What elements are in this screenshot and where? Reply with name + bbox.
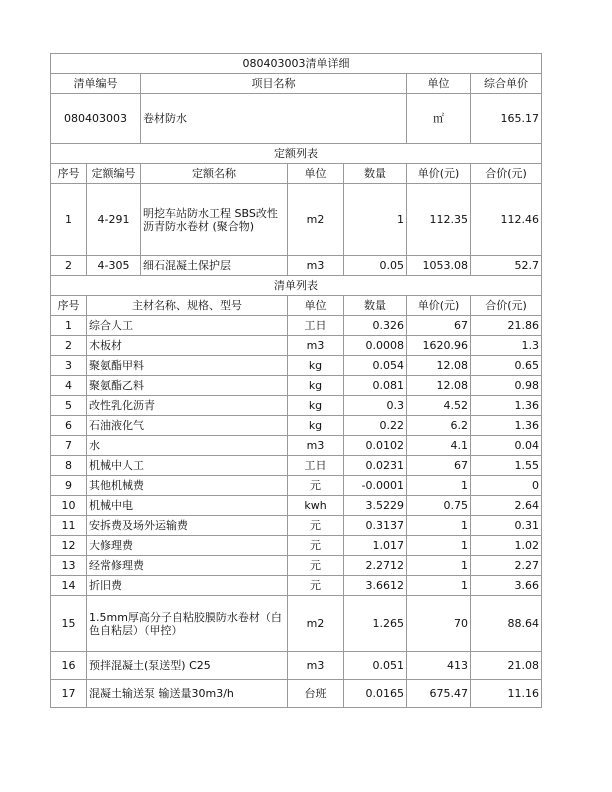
bill-code: 080403003 <box>51 94 141 144</box>
material-unit-price: 70 <box>407 596 471 652</box>
material-total: 1.36 <box>471 416 542 436</box>
material-no: 17 <box>51 680 87 708</box>
material-no: 9 <box>51 476 87 496</box>
material-row <box>51 536 542 556</box>
material-name: 聚氨酯甲料 <box>87 356 288 376</box>
bill-composite-price: 165.17 <box>471 94 542 144</box>
material-total: 21.86 <box>471 316 542 336</box>
materials-header-total: 合价(元) <box>471 296 542 316</box>
quota-row <box>51 256 542 276</box>
material-no: 1 <box>51 316 87 336</box>
material-name: 其他机械费 <box>87 476 288 496</box>
material-total: 0 <box>471 476 542 496</box>
material-total: 1.3 <box>471 336 542 356</box>
material-unit: kg <box>288 376 344 396</box>
material-name: 经常修理费 <box>87 556 288 576</box>
bill-detail-table <box>50 53 542 708</box>
material-unit: m3 <box>288 336 344 356</box>
material-unit: 工日 <box>288 456 344 476</box>
material-unit: 台班 <box>288 680 344 708</box>
material-total: 3.66 <box>471 576 542 596</box>
material-row <box>51 516 542 536</box>
materials-header-qty: 数量 <box>344 296 407 316</box>
quota-header-no: 序号 <box>51 164 87 184</box>
material-no: 11 <box>51 516 87 536</box>
quota-header-qty: 数量 <box>344 164 407 184</box>
material-no: 2 <box>51 336 87 356</box>
material-name: 木板材 <box>87 336 288 356</box>
material-unit: 元 <box>288 476 344 496</box>
material-unit: m2 <box>288 596 344 652</box>
material-row <box>51 680 542 708</box>
material-unit: m3 <box>288 436 344 456</box>
material-row <box>51 596 542 652</box>
quota-qty: 1 <box>344 184 407 256</box>
material-row <box>51 556 542 576</box>
quota-total: 52.7 <box>471 256 542 276</box>
quota-section-row <box>51 144 542 164</box>
quota-name: 细石混凝土保护层 <box>141 256 288 276</box>
material-no: 5 <box>51 396 87 416</box>
bill-row <box>51 94 542 144</box>
material-unit-price: 12.08 <box>407 356 471 376</box>
material-qty: -0.0001 <box>344 476 407 496</box>
material-name: 1.5mm厚高分子自粘胶膜防水卷材（白色自粘层）（甲控） <box>87 596 288 652</box>
bill-unit: ㎡ <box>407 94 471 144</box>
quota-header-name: 定额名称 <box>141 164 288 184</box>
material-no: 10 <box>51 496 87 516</box>
material-name: 综合人工 <box>87 316 288 336</box>
material-name: 机械中电 <box>87 496 288 516</box>
material-unit-price: 12.08 <box>407 376 471 396</box>
material-unit-price: 0.75 <box>407 496 471 516</box>
materials-header-no: 序号 <box>51 296 87 316</box>
material-total: 2.27 <box>471 556 542 576</box>
material-unit-price: 67 <box>407 456 471 476</box>
materials-header-unit: 单位 <box>288 296 344 316</box>
material-total: 0.31 <box>471 516 542 536</box>
material-qty: 0.0008 <box>344 336 407 356</box>
material-qty: 0.0165 <box>344 680 407 708</box>
material-row <box>51 652 542 680</box>
materials-section-title: 清单列表 <box>51 276 542 296</box>
material-qty: 0.0102 <box>344 436 407 456</box>
material-name: 预拌混凝土(泵送型) C25 <box>87 652 288 680</box>
quota-header-row <box>51 164 542 184</box>
material-name: 改性乳化沥青 <box>87 396 288 416</box>
material-qty: 0.3137 <box>344 516 407 536</box>
material-row <box>51 356 542 376</box>
material-qty: 3.6612 <box>344 576 407 596</box>
material-total: 1.55 <box>471 456 542 476</box>
material-row <box>51 576 542 596</box>
material-no: 6 <box>51 416 87 436</box>
material-no: 12 <box>51 536 87 556</box>
material-unit-price: 67 <box>407 316 471 336</box>
material-row <box>51 476 542 496</box>
material-unit-price: 1620.96 <box>407 336 471 356</box>
material-unit: 元 <box>288 536 344 556</box>
table-body <box>51 54 542 708</box>
header-composite-price: 综合单价 <box>471 74 542 94</box>
quota-row <box>51 184 542 256</box>
material-qty: 0.326 <box>344 316 407 336</box>
material-row <box>51 316 542 336</box>
material-unit-price: 4.1 <box>407 436 471 456</box>
material-total: 88.64 <box>471 596 542 652</box>
material-no: 7 <box>51 436 87 456</box>
material-unit-price: 1 <box>407 516 471 536</box>
quota-no: 2 <box>51 256 87 276</box>
material-name: 机械中人工 <box>87 456 288 476</box>
material-no: 3 <box>51 356 87 376</box>
quota-unit: m3 <box>288 256 344 276</box>
quota-qty: 0.05 <box>344 256 407 276</box>
bill-item-name: 卷材防水 <box>141 94 407 144</box>
material-total: 2.64 <box>471 496 542 516</box>
quota-header-unit: 单位 <box>288 164 344 184</box>
material-name: 石油液化气 <box>87 416 288 436</box>
material-unit-price: 675.47 <box>407 680 471 708</box>
material-qty: 1.017 <box>344 536 407 556</box>
material-unit: kg <box>288 416 344 436</box>
material-unit: 元 <box>288 556 344 576</box>
material-unit-price: 1 <box>407 536 471 556</box>
quota-unit-price: 1053.08 <box>407 256 471 276</box>
material-unit: 工日 <box>288 316 344 336</box>
material-total: 0.65 <box>471 356 542 376</box>
material-qty: 1.265 <box>344 596 407 652</box>
material-qty: 0.051 <box>344 652 407 680</box>
header-unit: 单位 <box>407 74 471 94</box>
material-unit-price: 1 <box>407 556 471 576</box>
quota-header-total: 合价(元) <box>471 164 542 184</box>
quota-code: 4-305 <box>87 256 141 276</box>
material-qty: 0.3 <box>344 396 407 416</box>
material-unit: m3 <box>288 652 344 680</box>
header-bill-code: 清单编号 <box>51 74 141 94</box>
material-total: 1.02 <box>471 536 542 556</box>
material-unit: kwh <box>288 496 344 516</box>
material-total: 0.04 <box>471 436 542 456</box>
materials-header-unit-price: 单价(元) <box>407 296 471 316</box>
quota-no: 1 <box>51 184 87 256</box>
material-qty: 0.054 <box>344 356 407 376</box>
material-no: 15 <box>51 596 87 652</box>
quota-unit-price: 112.35 <box>407 184 471 256</box>
material-name: 水 <box>87 436 288 456</box>
material-qty: 0.081 <box>344 376 407 396</box>
material-no: 13 <box>51 556 87 576</box>
material-total: 1.36 <box>471 396 542 416</box>
material-total: 21.08 <box>471 652 542 680</box>
quota-code: 4-291 <box>87 184 141 256</box>
material-unit: 元 <box>288 576 344 596</box>
material-no: 4 <box>51 376 87 396</box>
bill-header-row <box>51 74 542 94</box>
materials-header-row <box>51 296 542 316</box>
materials-section-row <box>51 276 542 296</box>
material-unit: kg <box>288 396 344 416</box>
quota-unit: m2 <box>288 184 344 256</box>
material-row <box>51 416 542 436</box>
material-unit-price: 1 <box>407 476 471 496</box>
material-no: 8 <box>51 456 87 476</box>
material-row <box>51 436 542 456</box>
material-qty: 0.0231 <box>344 456 407 476</box>
quota-header-code: 定额编号 <box>87 164 141 184</box>
quota-total: 112.46 <box>471 184 542 256</box>
material-row <box>51 336 542 356</box>
title-row <box>51 54 542 74</box>
material-qty: 0.22 <box>344 416 407 436</box>
header-item-name: 项目名称 <box>141 74 407 94</box>
material-qty: 2.2712 <box>344 556 407 576</box>
material-row <box>51 376 542 396</box>
materials-header-name: 主材名称、规格、型号 <box>87 296 288 316</box>
table-title: 080403003清单详细 <box>51 54 542 74</box>
material-total: 0.98 <box>471 376 542 396</box>
material-unit-price: 6.2 <box>407 416 471 436</box>
material-no: 16 <box>51 652 87 680</box>
quota-header-unit-price: 单价(元) <box>407 164 471 184</box>
quota-name: 明挖车站防水工程 SBS改性沥青防水卷材 (聚合物) <box>141 184 288 256</box>
material-total: 11.16 <box>471 680 542 708</box>
material-row <box>51 456 542 476</box>
material-no: 14 <box>51 576 87 596</box>
material-unit: 元 <box>288 516 344 536</box>
material-name: 大修理费 <box>87 536 288 556</box>
material-unit-price: 4.52 <box>407 396 471 416</box>
material-row <box>51 496 542 516</box>
material-row <box>51 396 542 416</box>
material-unit-price: 413 <box>407 652 471 680</box>
material-qty: 3.5229 <box>344 496 407 516</box>
material-name: 折旧费 <box>87 576 288 596</box>
material-name: 聚氨酯乙料 <box>87 376 288 396</box>
quota-section-title: 定额列表 <box>51 144 542 164</box>
material-name: 混凝土输送泵 输送量30m3/h <box>87 680 288 708</box>
material-name: 安拆费及场外运输费 <box>87 516 288 536</box>
material-unit-price: 1 <box>407 576 471 596</box>
material-unit: kg <box>288 356 344 376</box>
